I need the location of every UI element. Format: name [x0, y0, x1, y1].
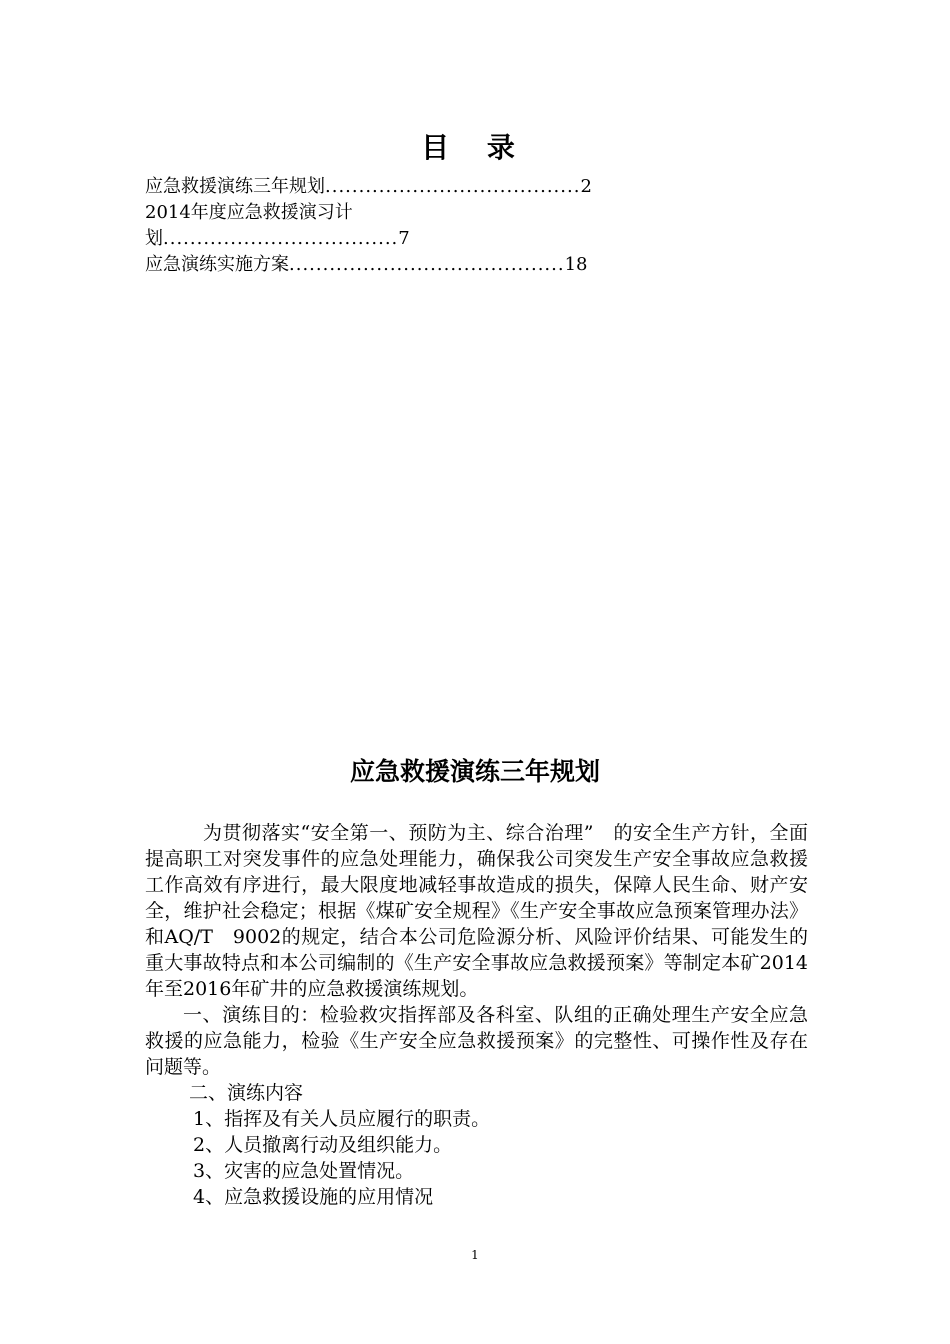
toc-entry[interactable]: [145, 200, 805, 226]
toc-entry-leader: .........................................: [289, 254, 565, 275]
toc-entry[interactable]: [145, 252, 805, 278]
toc-entry-text: 2014年度应急救援演习计: [145, 202, 353, 223]
table-of-contents: [145, 174, 805, 278]
intro-paragraph: 为贯彻落实“安全第一、预防为主、综合治理” 的安全生产方针，全面提高职工对突发事件的应急处理能力，确保我公司突发生产安全事故应急救援工作高效有序进行，最大限度地减轻事故造成的损失，保障人民生命、财产安全，维护社会稳定；根据《煤矿安全规程》《生产安全事故应急预案管理办法》和AQ/T 9002的规定，结合本公司危险源分析、风险评价结果、可能发生的重大事故特点和本公司编制的《生产安全事故应急救援预案》等制定本矿2014年至2016年矿井的应急救援演练规划。: [145, 822, 808, 1000]
toc-entry-text: 划: [145, 228, 163, 249]
toc-entry-page: 2: [580, 176, 592, 197]
toc-entry[interactable]: [145, 174, 805, 200]
content-heading: 二、演练内容: [189, 1082, 304, 1104]
toc-entry-leader: ......................................: [325, 176, 581, 197]
section-body: [145, 820, 808, 1210]
section-title: 应急救援演练三年规划: [349, 757, 600, 786]
list-item: 3、灾害的应急处置情况。: [193, 1160, 415, 1182]
toc-entry-leader: ...................................: [163, 228, 399, 249]
toc-entry[interactable]: [145, 226, 805, 252]
list-item: 1、指挥及有关人员应履行的职责。: [193, 1108, 491, 1130]
purpose-paragraph: 一、演练目的：检验救灾指挥部及各科室、队组的正确处理生产安全应急救援的应急能力，检验《生产安全应急救援预案》的完整性、可操作性及存在问题等。: [145, 1004, 808, 1078]
toc-entry-text: 应急救援演练三年规划: [145, 176, 325, 197]
toc-entry-text: 应急演练实施方案: [145, 254, 289, 275]
list-item: 2、人员撤离行动及组织能力。: [193, 1134, 453, 1156]
toc-title: 目 录: [421, 131, 529, 164]
page-number: 1: [471, 1248, 479, 1262]
toc-entry-page: 7: [398, 228, 410, 249]
list-item: 4、应急救援设施的应用情况: [193, 1186, 434, 1208]
toc-entry-page: 18: [564, 254, 588, 275]
